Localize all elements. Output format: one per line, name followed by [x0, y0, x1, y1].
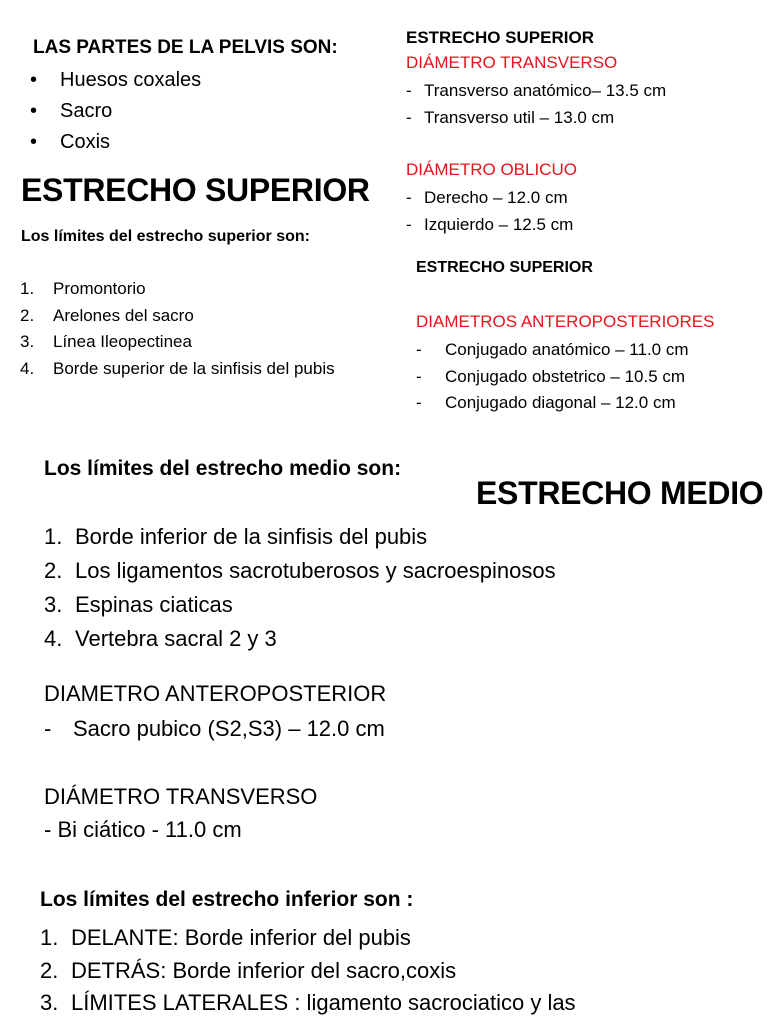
list-item-text: LÍMITES LATERALES : ligamento sacrociatico y las — [71, 990, 576, 1015]
list-item-text: Izquierdo – 12.5 cm — [424, 214, 574, 234]
dash-icon: - — [416, 366, 422, 386]
diametro-transverso-medio-title: DIÁMETRO TRANSVERSO — [44, 784, 318, 809]
diametros-anteroposteriores-list — [416, 337, 689, 417]
list-item — [406, 78, 666, 105]
diametro-transverso-medio-item: - Bi ciático - 11.0 cm — [44, 817, 242, 842]
diametro-transverso-subtitle: DIÁMETRO TRANSVERSO — [406, 53, 618, 72]
diametro-oblicuo-list — [406, 185, 573, 238]
list-item-text: Borde superior de la sinfisis del pubis — [53, 358, 335, 378]
list-item — [416, 364, 689, 391]
list-item — [30, 66, 201, 97]
list-item — [406, 185, 573, 212]
list-item — [40, 922, 576, 955]
bullet-icon: • — [30, 131, 38, 153]
bullet-icon: • — [30, 100, 38, 122]
list-item — [406, 105, 666, 132]
bullet-icon: • — [30, 69, 38, 91]
pelvis-parts-title: LAS PARTES DE LA PELVIS SON: — [33, 37, 338, 58]
list-number: 1. — [40, 925, 59, 950]
list-item-text: DELANTE: Borde inferior del pubis — [71, 925, 411, 950]
list-item — [44, 588, 556, 622]
estrecho-medio-limits-list — [44, 520, 556, 656]
dash-icon: - — [416, 340, 422, 359]
list-item — [40, 955, 576, 988]
list-number: 3. — [40, 990, 59, 1015]
list-item — [44, 554, 556, 588]
list-item — [20, 356, 383, 383]
dash-icon: - — [44, 716, 52, 741]
list-number: 2. — [40, 957, 59, 983]
list-number: 2. — [20, 305, 35, 325]
list-item-text: Transverso util – 13.0 cm — [424, 107, 615, 127]
list-number: 4. — [44, 626, 63, 651]
estrecho-superior-limits-title: Los límites del estrecho superior son: — [21, 228, 310, 245]
dash-icon: - — [406, 107, 412, 127]
estrecho-medio-limits-title: Los límites del estrecho medio son: — [44, 457, 402, 480]
dash-icon: - — [406, 188, 412, 207]
diametros-anteroposteriores-subtitle: DIAMETROS ANTEROPOSTERIORES — [416, 312, 715, 331]
list-item — [20, 276, 383, 303]
diametro-oblicuo-subtitle: DIÁMETRO OBLICUO — [406, 160, 577, 179]
diametros-superior-title: ESTRECHO SUPERIOR — [406, 28, 594, 47]
diametro-anteroposterior-title: DIAMETRO ANTEROPOSTERIOR — [44, 681, 387, 706]
list-number: 4. — [20, 358, 35, 378]
list-item-text: Vertebra sacral 2 y 3 — [75, 626, 277, 651]
diametro-transverso-list — [406, 78, 666, 131]
diametros-superior-title-2: ESTRECHO SUPERIOR — [416, 259, 593, 276]
list-item — [20, 329, 383, 356]
list-item — [44, 622, 556, 656]
list-item-text: Arelones del sacro — [53, 305, 194, 325]
list-item-text: Derecho – 12.0 cm — [424, 188, 568, 207]
estrecho-inferior-limits-list — [40, 922, 576, 1020]
estrecho-inferior-limits-title: Los límites del estrecho inferior son : — [40, 888, 414, 911]
list-item-text: DETRÁS: Borde inferior del sacro,coxis — [71, 957, 457, 983]
estrecho-medio-heading: ESTRECHO MEDIO — [476, 475, 764, 511]
list-item-text: Conjugado diagonal – 12.0 cm — [445, 393, 676, 412]
dash-icon: - — [406, 214, 412, 234]
list-item-text: Conjugado anatómico – 11.0 cm — [445, 340, 689, 359]
list-item-text: Huesos coxales — [60, 69, 202, 91]
diametro-anteroposterior-item — [44, 716, 385, 742]
list-item — [20, 303, 383, 330]
list-item-text: Promontorio — [53, 279, 146, 298]
list-item-text: Espinas ciaticas — [75, 592, 233, 617]
list-item — [30, 97, 201, 128]
list-item — [30, 128, 201, 159]
estrecho-superior-heading: ESTRECHO SUPERIOR — [21, 172, 370, 208]
list-item-text: Sacro pubico (S2,S3) – 12.0 cm — [73, 716, 385, 741]
dash-icon: - — [416, 393, 422, 412]
list-item-text: Borde inferior de la sinfisis del pubis — [75, 524, 428, 549]
list-number: 1. — [44, 524, 63, 549]
list-item-text: Sacro — [60, 100, 113, 122]
list-number: 2. — [44, 558, 63, 583]
list-item-text: Coxis — [60, 131, 111, 153]
list-item-text: Transverso anatómico– 13.5 cm — [424, 81, 667, 100]
list-number: 3. — [44, 592, 63, 617]
list-item — [416, 337, 689, 364]
list-item — [44, 520, 556, 554]
pelvis-parts-list — [30, 66, 201, 159]
list-item — [416, 390, 689, 417]
list-item-text: Los ligamentos sacrotuberosos y sacroespinosos — [75, 558, 556, 583]
estrecho-superior-limits-list — [20, 276, 383, 382]
list-item — [40, 987, 576, 1020]
list-item — [406, 212, 573, 239]
list-number: 3. — [20, 332, 35, 351]
list-number: 1. — [20, 279, 35, 298]
list-item-text: Conjugado obstetrico – 10.5 cm — [445, 366, 686, 386]
dash-icon: - — [406, 81, 412, 100]
list-item-text: Línea Ileopectinea — [53, 332, 192, 351]
